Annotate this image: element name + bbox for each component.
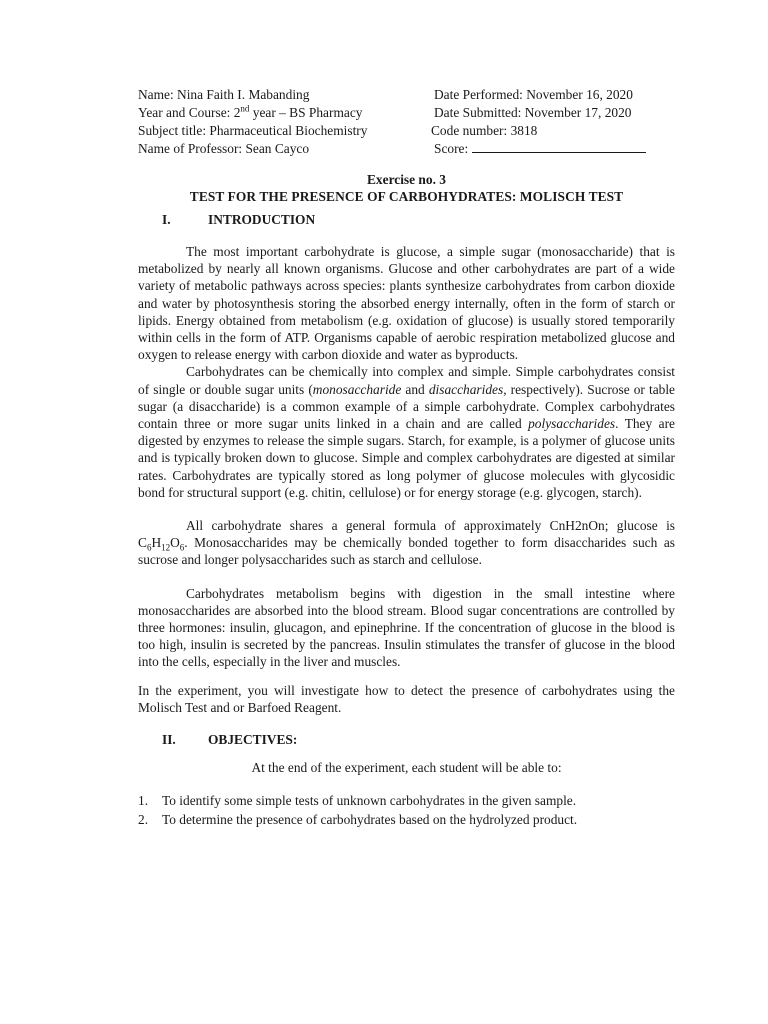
section-heading-objectives — [138, 731, 675, 749]
professor-name: Name of Professor: Sean Cayco — [138, 141, 310, 156]
p3-text-a: All carbohydrate shares a general formula of approximately CnH2nOn; glucose is C — [138, 518, 675, 551]
header-row-3 — [138, 122, 675, 139]
header-row-1 — [138, 86, 675, 103]
year-course-pre: Year and Course: 2 — [138, 105, 241, 120]
p3-sub-c: 6 — [146, 542, 152, 553]
p2-term-monosaccharide: monosaccharide — [312, 381, 402, 397]
header-row-4 — [138, 140, 675, 157]
p2-term-disaccharides: disaccharides — [428, 381, 504, 397]
intro-paragraph-5: In the experiment, you will investigate how to detect the presence of carbohydrates using the Molisch Test and or Barfoed Reagent. — [138, 682, 675, 715]
p3-sub-h: 12 — [161, 542, 171, 553]
objective-item — [138, 811, 675, 830]
intro-paragraph-4: Carbohydrates metabolism begins with digestion in the small intestine where monosaccharides are absorbed into the blood stream. Blood sugar concentrations are controlled by three hormones: insulin, glucagon, and epinephrine. If the concentration of glucose in the blood is too high, insulin is secreted by the pancreas. Insulin stimulates the transfer of glucose in the blood into the cells, especially in the liver and muscles. — [138, 585, 675, 670]
date-submitted: Date Submitted: November 17, 2020 — [434, 105, 632, 120]
p2-term-polysaccharides: polysaccharides — [528, 416, 616, 432]
objective-number: 2. — [138, 812, 149, 828]
section-number: II. — [162, 732, 176, 748]
objective-text: To identify some simple tests of unknown carbohydrates in the given sample. — [162, 793, 577, 809]
date-performed: Date Performed: November 16, 2020 — [434, 87, 633, 102]
objectives-list — [138, 792, 675, 830]
year-course-sup: nd — [240, 103, 250, 114]
section-title: INTRODUCTION — [208, 212, 316, 227]
p3-h: H — [151, 535, 162, 551]
exercise-number: Exercise no. 3 — [367, 172, 446, 187]
section-number: I. — [162, 212, 171, 227]
year-course — [138, 104, 362, 121]
document-title: TEST FOR THE PRESENCE OF CARBOHYDRATES: MOLISCH TEST — [189, 189, 624, 204]
student-name: Name: Nina Faith I. Mabanding — [138, 87, 310, 102]
objective-item — [138, 792, 675, 811]
score-label: Score: — [434, 141, 469, 156]
p3-text-b: . Monosaccharides may be chemically bonded together to form disaccharides such as sucrose and longer polysaccharides such as starch and cellulose. — [138, 535, 675, 568]
intro-paragraph-3 — [138, 517, 675, 569]
document-page — [138, 86, 675, 830]
subject-title: Subject title: Pharmaceutical Biochemistry — [138, 123, 368, 138]
score-blank — [472, 140, 646, 153]
code-number: Code number: 3818 — [431, 123, 538, 138]
intro-paragraph-1: The most important carbohydrate is glucose, a simple sugar (monosaccharide) that is metabolized by nearly all known organisms. Glucose and other carbohydrates are part of a wide variety of metabolic pathways across species: plants synthesize carbohydrates from carbon dioxide and water by photosynthesis storing the absorbed energy internally, often in the form of starch or lipids. Energy obtained from metabolism (e.g. oxidation of glucose) is usually stored temporarily within cells in the form of ATP. Organisms capable of aerobic respiration metabolized glucose and oxygen to release energy with carbon dioxide and water as byproducts. — [138, 244, 675, 363]
section-title: OBJECTIVES: — [208, 732, 298, 748]
objective-number: 1. — [138, 793, 149, 809]
p3-sub-o: 6 — [179, 542, 185, 553]
p2-text-a: Carbohydrates can be chemically into complex and simple. Simple carbohydrates consist of single or double sugar units ( — [138, 364, 675, 397]
p3-o: O — [170, 535, 180, 551]
objectives-lead: At the end of the experiment, each student will be able to: — [251, 760, 562, 776]
p2-text-and: and — [401, 381, 429, 397]
header-row-2 — [138, 104, 675, 121]
header-block — [138, 86, 675, 156]
score — [434, 140, 646, 157]
objective-text: To determine the presence of carbohydrates based on the hydrolyzed product. — [162, 812, 578, 828]
section-heading-introduction — [138, 211, 675, 229]
intro-paragraph-2 — [138, 363, 675, 501]
year-course-post: year – BS Pharmacy — [249, 105, 363, 120]
p2-text-c: . They are digested by enzymes to release the simple sugars. Starch, for example, is a polymer of glucose units and is typically broken down to glucose. Simple and complex carbohydrates are digested at similar rates. Carbohydrates are typically stored as long polymer of glucose molecules with glycosidic bond for structural support (e.g. chitin, cellulose) or for energy storage (e.g. glycogen, starch). — [138, 416, 675, 500]
p2-text-b: , respectively). Sucrose or table sugar (a disaccharide) is a common example of a simple carbohydrate. Complex carbohydrates contain three or more sugar units linked in a chain and are called — [138, 381, 675, 432]
